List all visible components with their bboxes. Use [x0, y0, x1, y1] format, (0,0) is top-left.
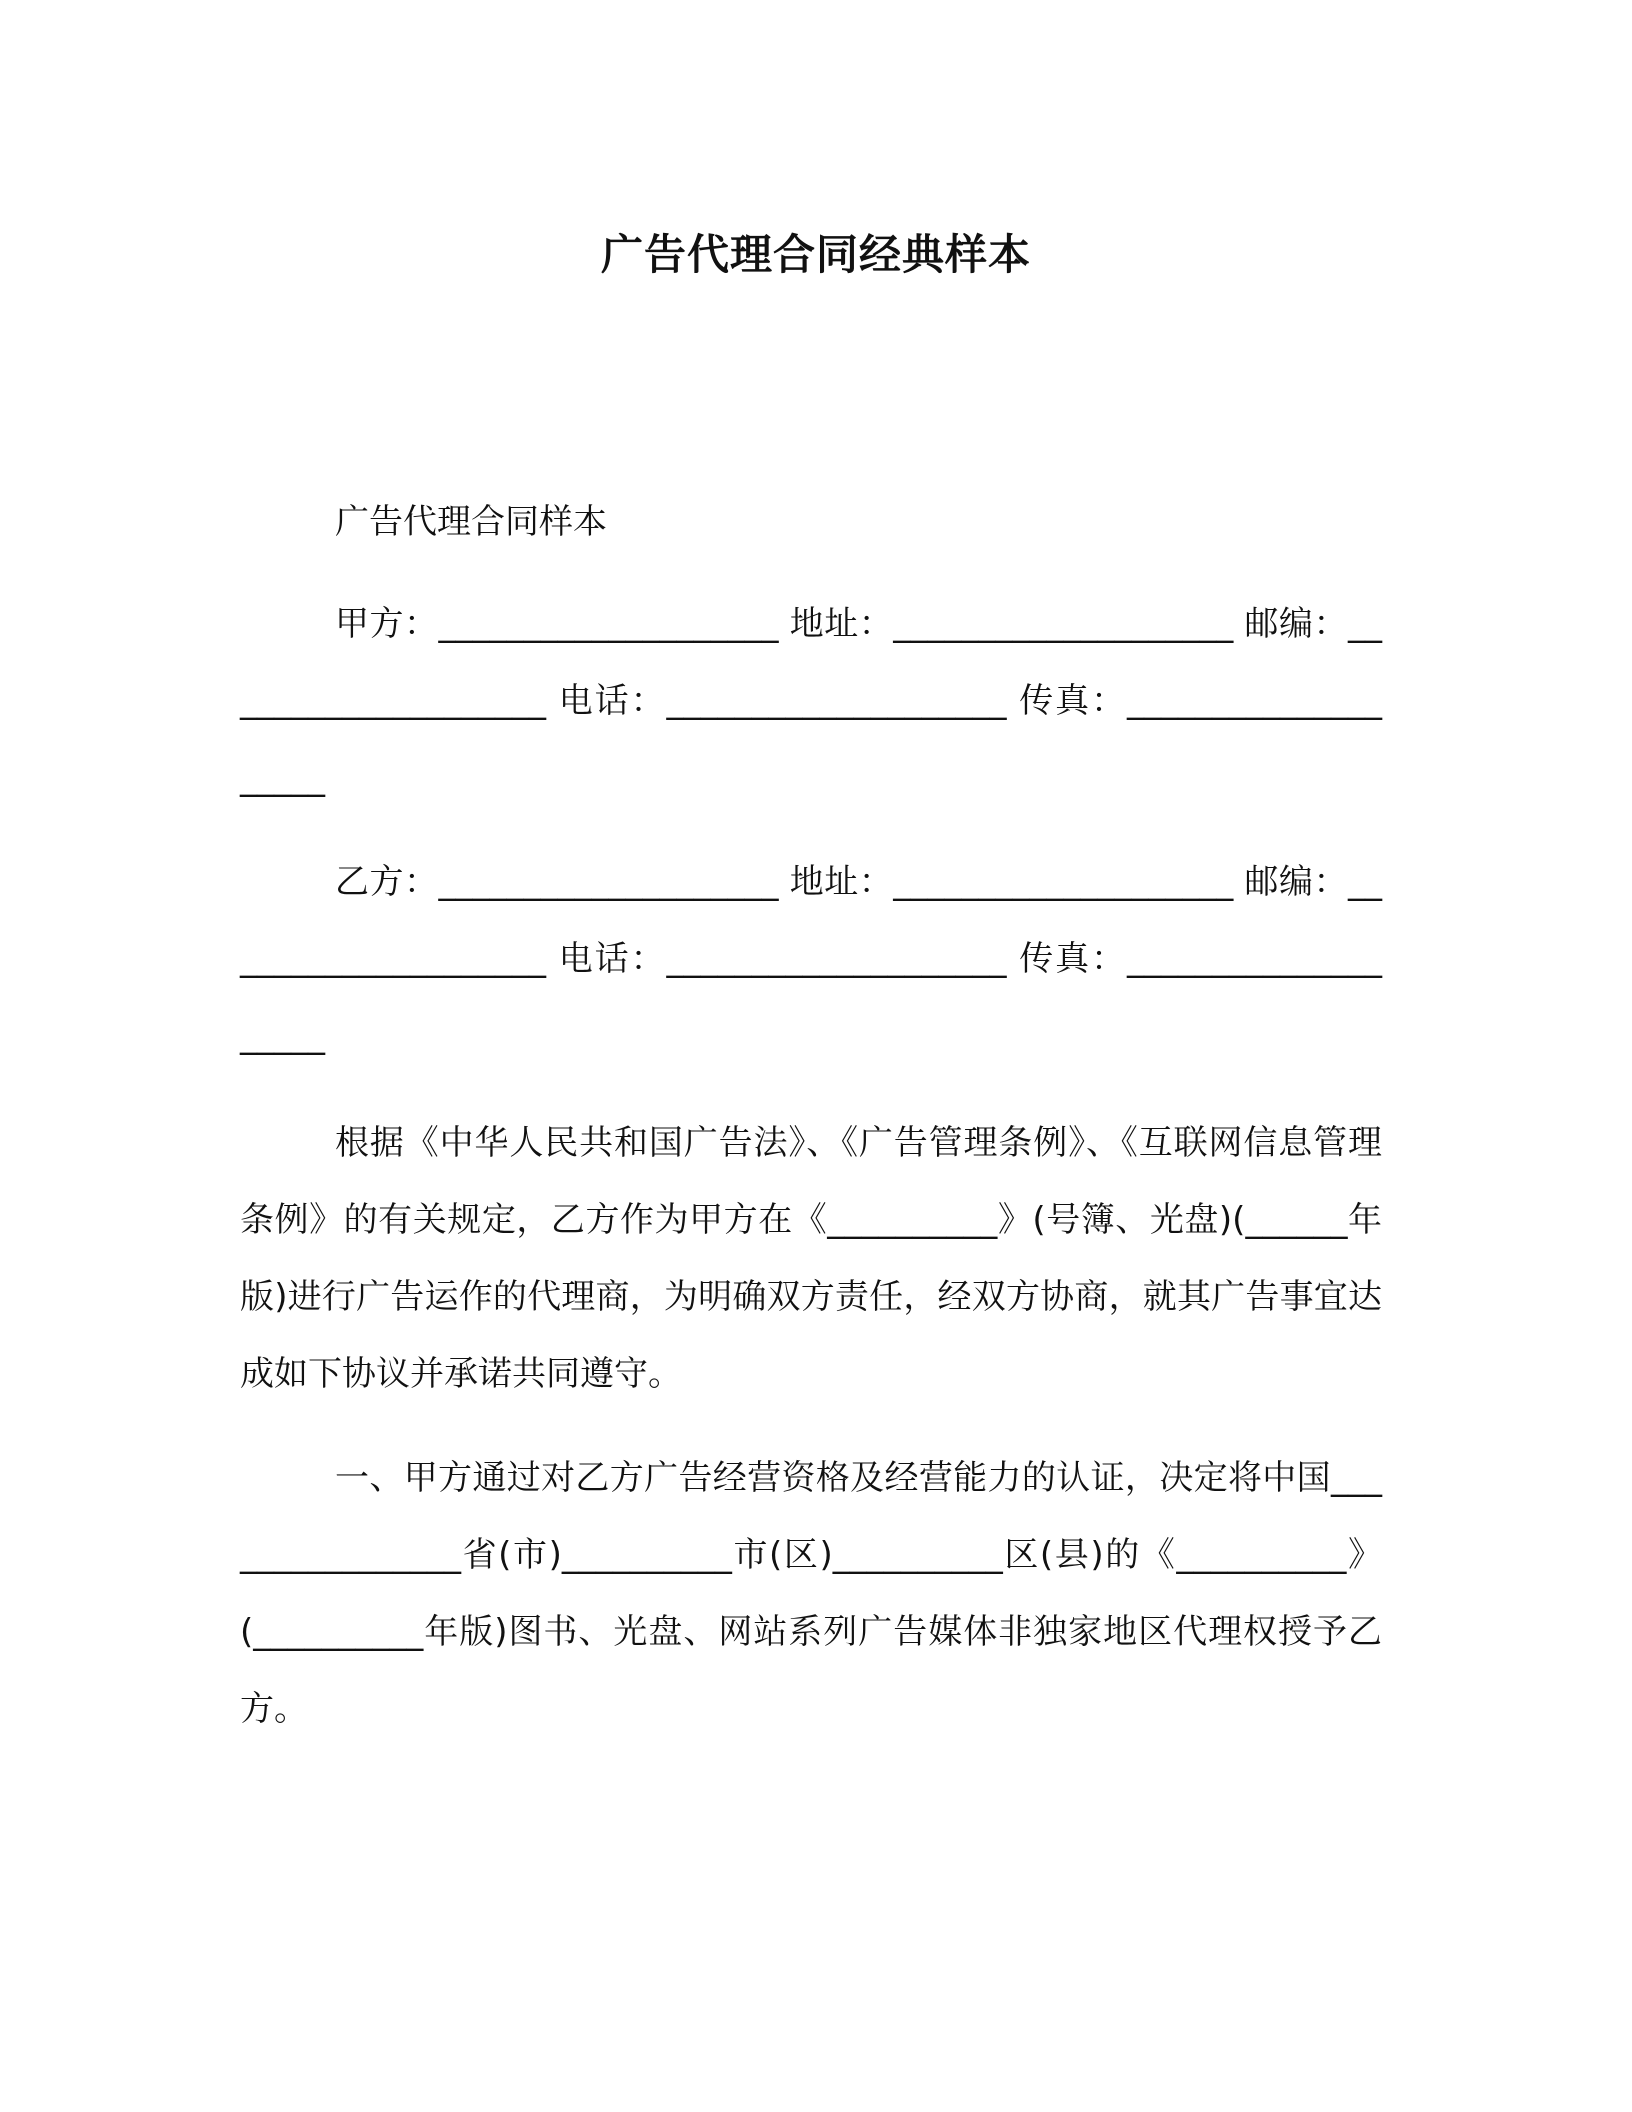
party-a-info: 甲方：____________________ 地址：____________________ 邮编：____________________ 电话：____________________ 传真：____________________ — [240, 604, 1382, 798]
legal-basis-paragraph: 根据《中华人民共和国广告法》、《广告管理条例》、《互联网信息管理条例》的有关规定，乙方作为甲方在《__________》(号簿、光盘)(______年版)进行广告运作的代理商，为明确双方责任，经双方协商，就其广告事宜达成如下协议并承诺共同遵守。 — [240, 1123, 1382, 1394]
document-title: 广告代理合同经典样本 — [600, 230, 1031, 279]
contract-subtitle: 广告代理合同样本 — [335, 502, 607, 542]
clause-one-paragraph: 一、甲方通过对乙方广告经营资格及经营能力的认证，决定将中国________________省(市)__________市(区)__________区(县)的《__________》(__________年版)图书、光盘、网站系列广告媒体非独家地区代理权授予乙方。 — [240, 1458, 1382, 1729]
party-b-info: 乙方：____________________ 地址：____________________ 邮编：____________________ 电话：____________________ 传真：____________________ — [240, 862, 1382, 1056]
